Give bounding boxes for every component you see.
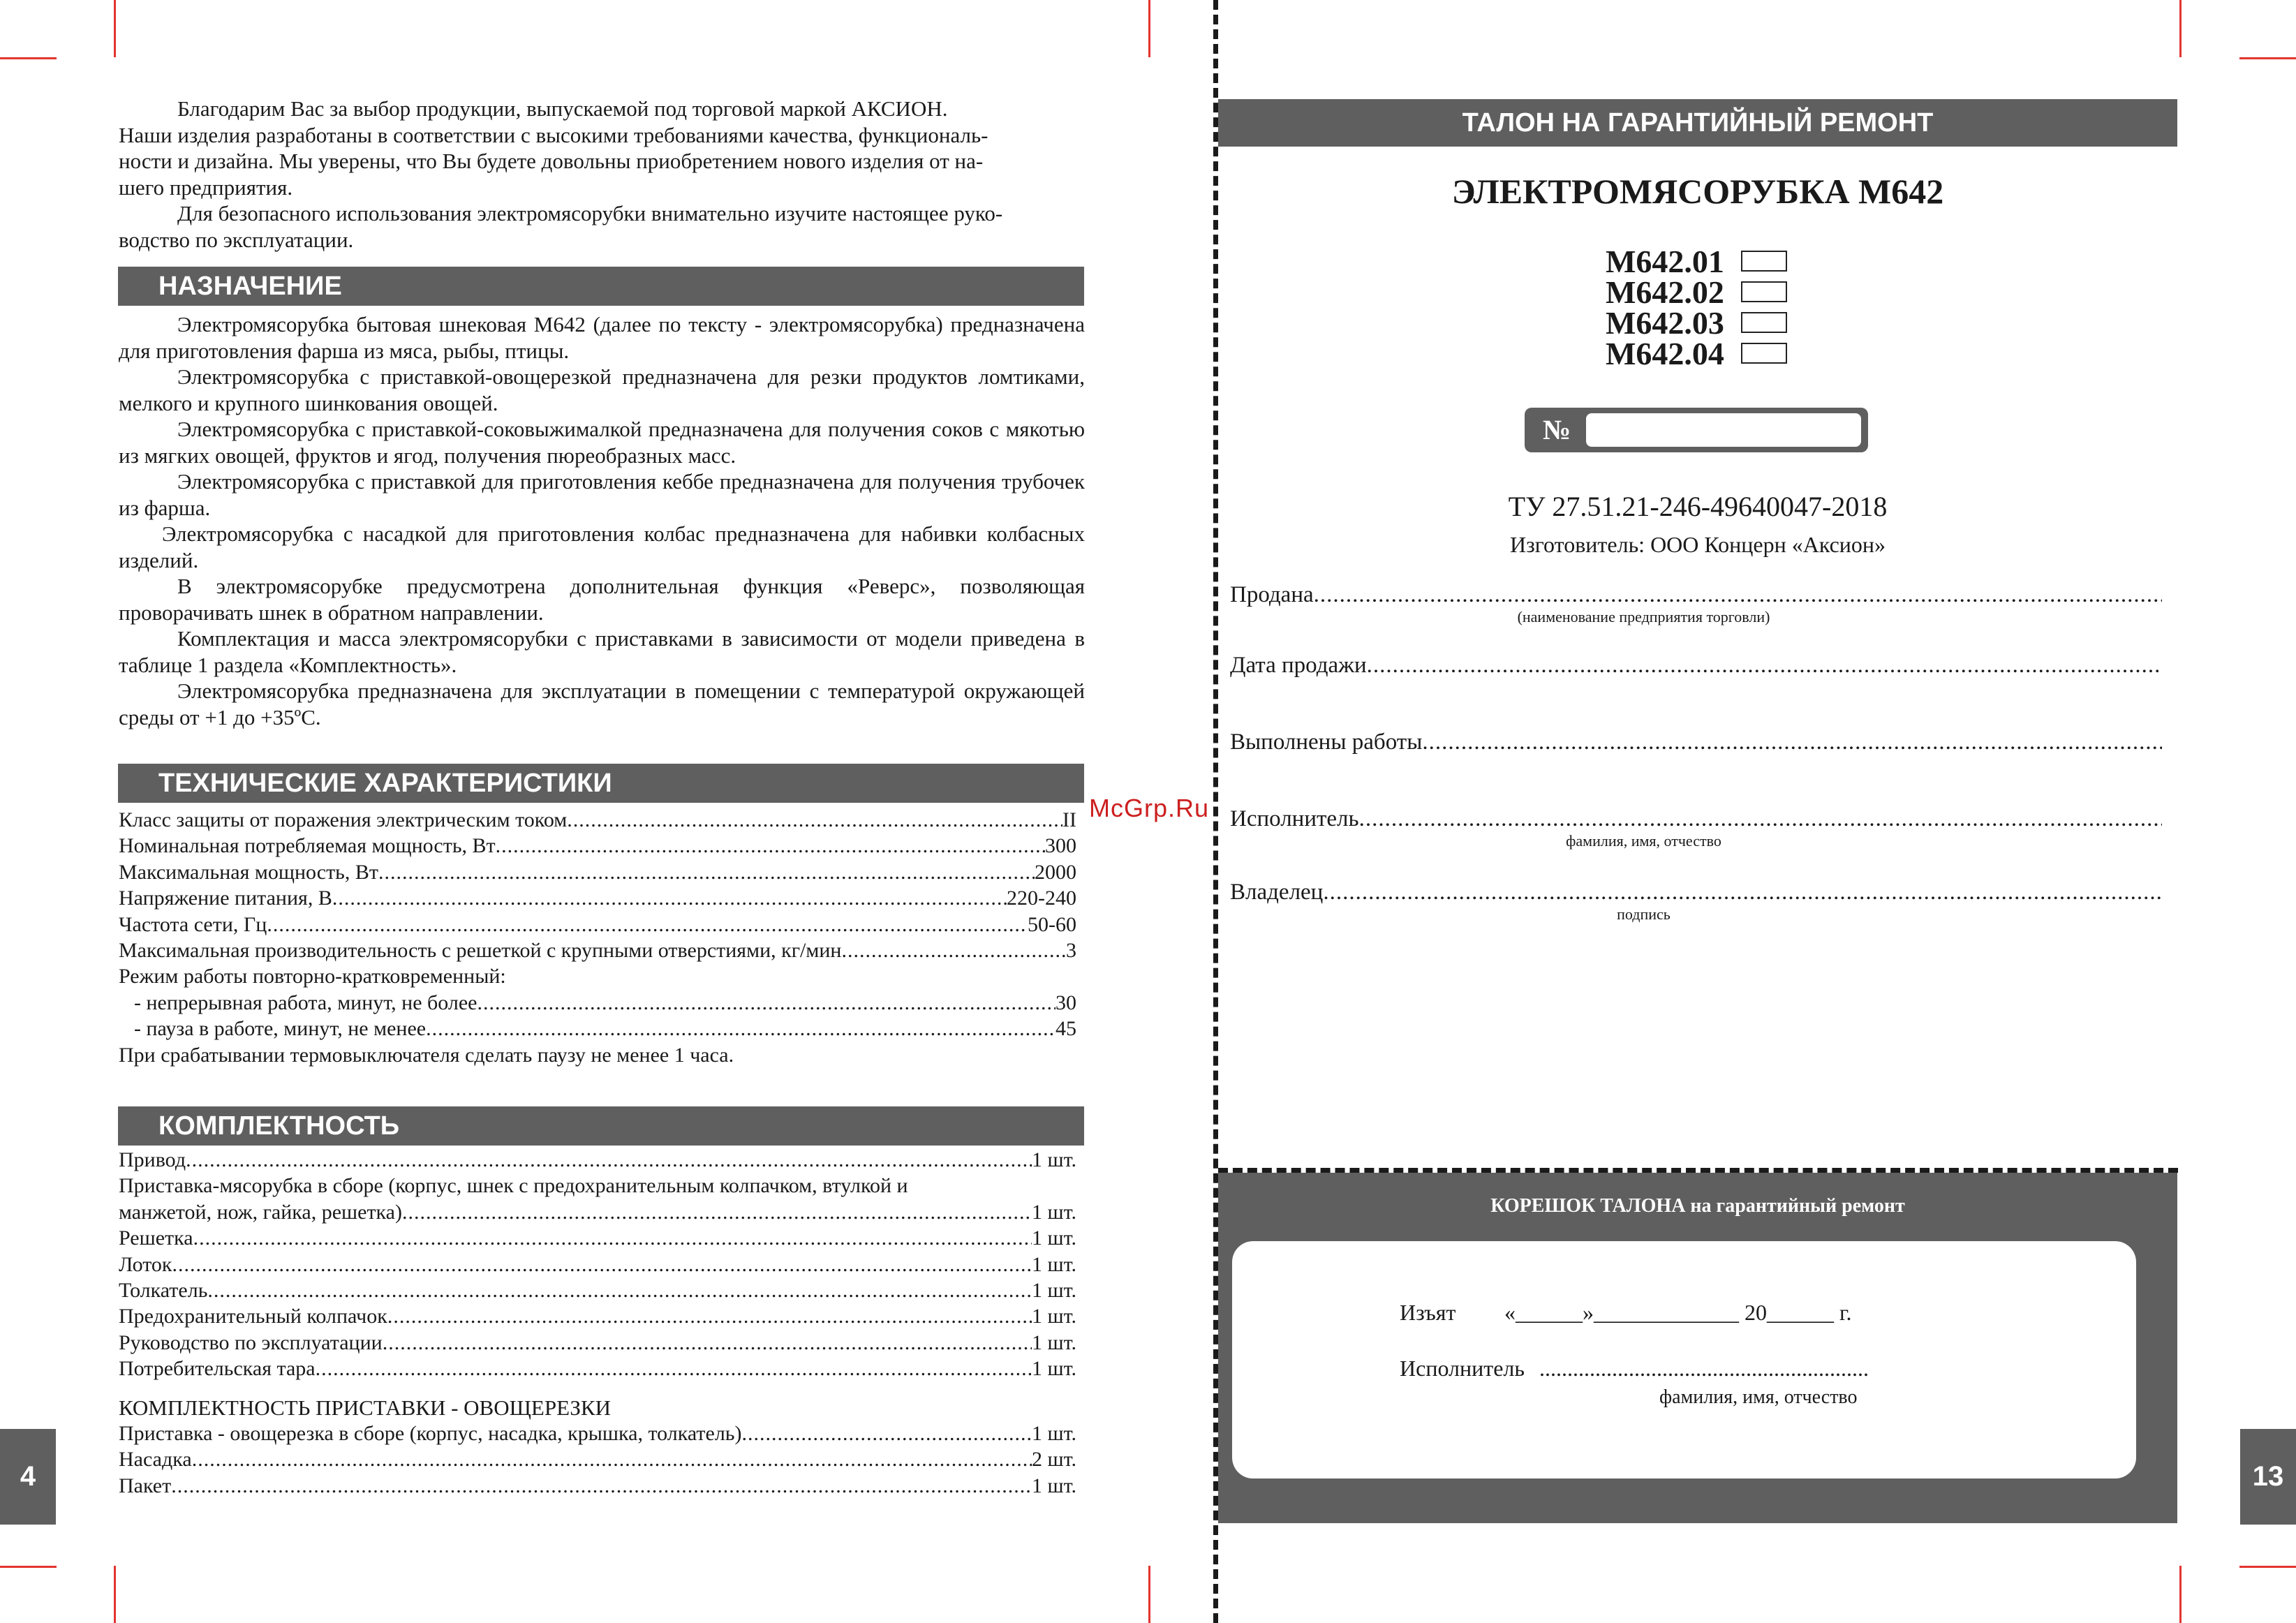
crop-mark: [2239, 1566, 2296, 1568]
cut-line-horizontal: [1218, 1168, 2178, 1173]
spec-thermal-note: При срабатывании термовыключателя сделать паузу не менее 1 часа.: [119, 1043, 734, 1067]
intro-line: водство по эксплуатации.: [119, 227, 354, 252]
purpose-paragraph: Электромясорубка с приставкой-овощерезкой предназначена для резки продуктов ломтиками, мелкого и крупного шинкования овощей.: [119, 364, 1085, 415]
spec-row: [119, 807, 1076, 833]
kit-value: 1 шт.: [1032, 1252, 1076, 1276]
spec-value: 30: [1056, 991, 1076, 1014]
spec-label: Класс защиты от поражения электрическим током: [119, 808, 568, 831]
kit-value: 2 шт.: [1032, 1448, 1076, 1472]
kit-row: [119, 1252, 1076, 1277]
kit-label: Насадка: [119, 1448, 192, 1472]
serial-number-label: №: [1543, 414, 1571, 445]
intro-line: шего предприятия.: [119, 175, 293, 200]
cut-line-vertical: [1213, 0, 1218, 1623]
purpose-paragraph: Электромясорубка бытовая шнековая М642 (далее по тексту - электромясорубка) предназначена для приготовления фарша из мяса, рыбы, птицы.: [119, 312, 1085, 363]
warranty-stub: [1218, 1173, 2177, 1523]
field-sold[interactable]: [1230, 582, 2162, 608]
spec-row: [119, 885, 1076, 911]
crop-mark: [0, 57, 57, 59]
crop-mark: [1148, 1566, 1150, 1623]
field-works-done[interactable]: [1230, 729, 2162, 755]
kit-row: [119, 1225, 1076, 1251]
kit-row: [119, 1421, 1076, 1446]
kit-value: 1 шт.: [1032, 1474, 1076, 1497]
field-owner[interactable]: [1230, 880, 2162, 905]
purpose-paragraph: Электромясорубка с насадкой для приготовления колбас предназначена для набивки колбасных изделий.: [119, 521, 1085, 572]
crop-mark: [114, 1566, 116, 1623]
kit-value: 1 шт.: [1032, 1148, 1076, 1171]
kit-list: [119, 1147, 1076, 1499]
kit-label: Потребительская тара: [119, 1357, 316, 1381]
specs-list: [119, 807, 1076, 1068]
warranty-header: ТАЛОН НА ГАРАНТИЙНЫЙ РЕМОНТ: [1218, 99, 2177, 147]
spec-label: - пауза в работе, минут, не менее: [134, 1017, 427, 1041]
field-label: Дата продажи: [1230, 653, 1367, 678]
warranty-fields: [1230, 582, 2162, 924]
model-checkbox[interactable]: [1741, 251, 1787, 272]
spec-value: 300: [1045, 834, 1076, 858]
spec-value: II: [1062, 808, 1076, 831]
kit-label: Предохранительный колпачок: [119, 1305, 387, 1328]
field-label: Выполнены работы: [1230, 729, 1423, 755]
crop-mark: [2179, 0, 2182, 57]
stub-performer-label: Исполнитель: [1400, 1356, 1525, 1381]
model-row: [1606, 274, 1787, 310]
spec-label: Частота сети, Гц: [119, 912, 267, 936]
spec-row: [119, 912, 1076, 938]
field-sale-date[interactable]: [1230, 653, 2162, 679]
model-label: М642.04: [1606, 335, 1724, 371]
kit-row: [119, 1277, 1076, 1303]
spec-label: Номинальная потребляемая мощность, Вт: [119, 834, 496, 858]
intro-line: Благодарим Вас за выбор продукции, выпускаемой под торговой маркой АКСИОН.: [177, 96, 948, 121]
spec-label: Максимальная мощность, Вт: [119, 860, 378, 884]
kit-label: Лоток: [119, 1252, 172, 1276]
kit-row: [119, 1330, 1076, 1356]
crop-mark: [0, 1566, 57, 1568]
purpose-paragraph: Электромясорубка предназначена для эксплуатации в помещении с температурой окружающей среды от +1 до +35ºС.: [119, 679, 1085, 729]
crop-mark: [2179, 1566, 2182, 1623]
model-row: [1606, 243, 1787, 279]
spec-row: [119, 1016, 1076, 1042]
intro-line: Наши изделия разработаны в соответствии с высокими требованиями качества, функциональ-: [119, 122, 988, 147]
model-list: [1606, 243, 1787, 371]
kit-value: 1 шт.: [1032, 1200, 1076, 1224]
kit-row: [119, 1473, 1076, 1499]
kit-label: манжетой, нож, гайка, решетка): [119, 1200, 402, 1224]
kit-row: [119, 1199, 1076, 1225]
crop-mark: [2239, 57, 2296, 59]
stub-performer-field[interactable]: ...........................................................: [1539, 1356, 1869, 1381]
stub-withdrawn-date[interactable]: «______»_____________ 20______ г.: [1504, 1300, 1852, 1325]
kit-label: Привод: [119, 1148, 186, 1171]
crop-mark: [1148, 0, 1150, 57]
model-checkbox[interactable]: [1741, 343, 1787, 364]
kit-value: 1 шт.: [1032, 1331, 1076, 1354]
serial-number-box: [1525, 408, 1868, 452]
stub-title: КОРЕШОК ТАЛОНА на гарантийный ремонт: [1490, 1195, 1905, 1217]
field-label: Продана: [1230, 582, 1314, 607]
purpose-paragraph: В электромясорубке предусмотрена дополнительная функция «Реверс», позволяющая проворачивать шнек в обратном направлении.: [119, 574, 1085, 625]
spec-value: 2000: [1035, 860, 1076, 884]
serial-number-field[interactable]: [1586, 413, 1861, 447]
section-header-kit: КОМПЛЕКТНОСТЬ: [118, 1106, 1084, 1146]
field-caption: фамилия, имя, отчество: [1566, 832, 1721, 850]
spec-label: Напряжение питания, В: [119, 887, 332, 910]
intro-line: Для безопасного использования электромясорубки внимательно изучите настоящее руко-: [177, 201, 1003, 225]
intro-text: [119, 96, 1085, 253]
kit-row: [119, 1303, 1076, 1329]
manufacturer: Изготовитель: ООО Концерн «Аксион»: [1509, 532, 1886, 557]
field-performer[interactable]: [1230, 806, 2162, 832]
spec-mode-label: Режим работы повторно-кратковременный:: [119, 965, 506, 988]
kit-value: 1 шт.: [1032, 1305, 1076, 1328]
model-row: [1606, 304, 1787, 341]
model-checkbox[interactable]: [1741, 281, 1787, 302]
model-label: М642.02: [1606, 274, 1724, 310]
watermark: McGrp.Ru: [1089, 794, 1210, 822]
stub-withdrawn-label: Изъят: [1400, 1300, 1456, 1325]
spec-value: 3: [1066, 939, 1076, 963]
field-label: Владелец: [1230, 880, 1324, 905]
kit-value: 1 шт.: [1032, 1357, 1076, 1381]
purpose-paragraph: Электромясорубка с приставкой для приготовления кеббе предназначена для получения трубочек из фарша.: [119, 469, 1085, 520]
kit-row: [119, 1356, 1076, 1381]
page-number-right: 13: [2240, 1429, 2296, 1525]
purpose-paragraph: Комплектация и масса электромясорубки с приставками в зависимости от модели приведена в таблице 1 раздела «Комплектность».: [119, 626, 1085, 677]
purpose-text: [119, 311, 1085, 730]
kit-value: 1 шт.: [1032, 1422, 1076, 1446]
model-label: М642.03: [1606, 304, 1724, 341]
product-title: ЭЛЕКТРОМЯСОРУБКА М642: [1451, 172, 1944, 211]
spec-row: [119, 859, 1076, 885]
field-label: Исполнитель: [1230, 806, 1359, 831]
spec-value: 50-60: [1028, 912, 1076, 936]
spec-value: 45: [1056, 1017, 1076, 1041]
spec-row: [119, 833, 1076, 859]
spec-label: - непрерывная работа, минут, не более: [134, 991, 477, 1014]
model-row: [1606, 335, 1787, 371]
tu-code: ТУ 27.51.21-246-49640047-2018: [1508, 491, 1888, 522]
kit-label: Руководство по эксплуатации: [119, 1331, 383, 1354]
kit-row: [119, 1147, 1076, 1173]
stub-performer-caption: фамилия, имя, отчество: [1659, 1386, 1858, 1408]
spec-row: [119, 990, 1076, 1016]
kit-veg-title: КОМПЛЕКТНОСТЬ ПРИСТАВКИ - ОВОЩЕРЕЗКИ: [119, 1395, 611, 1420]
kit-label: Решетка: [119, 1226, 193, 1250]
section-header-specs: ТЕХНИЧЕСКИЕ ХАРАКТЕРИСТИКИ: [118, 764, 1084, 803]
field-caption: подпись: [1617, 905, 1671, 923]
model-checkbox[interactable]: [1741, 312, 1787, 333]
section-header-purpose: НАЗНАЧЕНИЕ: [118, 267, 1084, 306]
spec-value: 220-240: [1007, 887, 1076, 910]
spec-label: Максимальная производительность с решеткой с крупными отверстиями, кг/мин: [119, 939, 842, 963]
kit-label: Пакет: [119, 1474, 172, 1497]
kit-row: [119, 1446, 1076, 1472]
purpose-paragraph: Электромясорубка с приставкой-соковыжималкой предназначена для получения соков с мякотью из мягких овощей, фруктов и ягод, получения пюреобразных масс.: [119, 417, 1085, 468]
model-label: М642.01: [1606, 243, 1724, 279]
spec-row: [119, 938, 1076, 963]
stub-card: [1232, 1241, 2136, 1479]
kit-label: Толкатель: [119, 1279, 208, 1303]
kit-value: 1 шт.: [1032, 1279, 1076, 1303]
page-number-left: 4: [0, 1429, 56, 1525]
crop-mark: [114, 0, 116, 57]
intro-line: ности и дизайна. Мы уверены, что Вы будете довольны приобретением нового изделия от на-: [119, 149, 984, 173]
kit-value: 1 шт.: [1032, 1226, 1076, 1250]
field-caption: (наименование предприятия торговли): [1517, 608, 1770, 625]
kit-label: Приставка - овощерезка в сборе (корпус, насадка, крышка, толкатель): [119, 1422, 742, 1446]
kit-label: Приставка-мясорубка в сборе (корпус, шнек с предохранительным колпачком, втулкой и: [119, 1174, 908, 1198]
